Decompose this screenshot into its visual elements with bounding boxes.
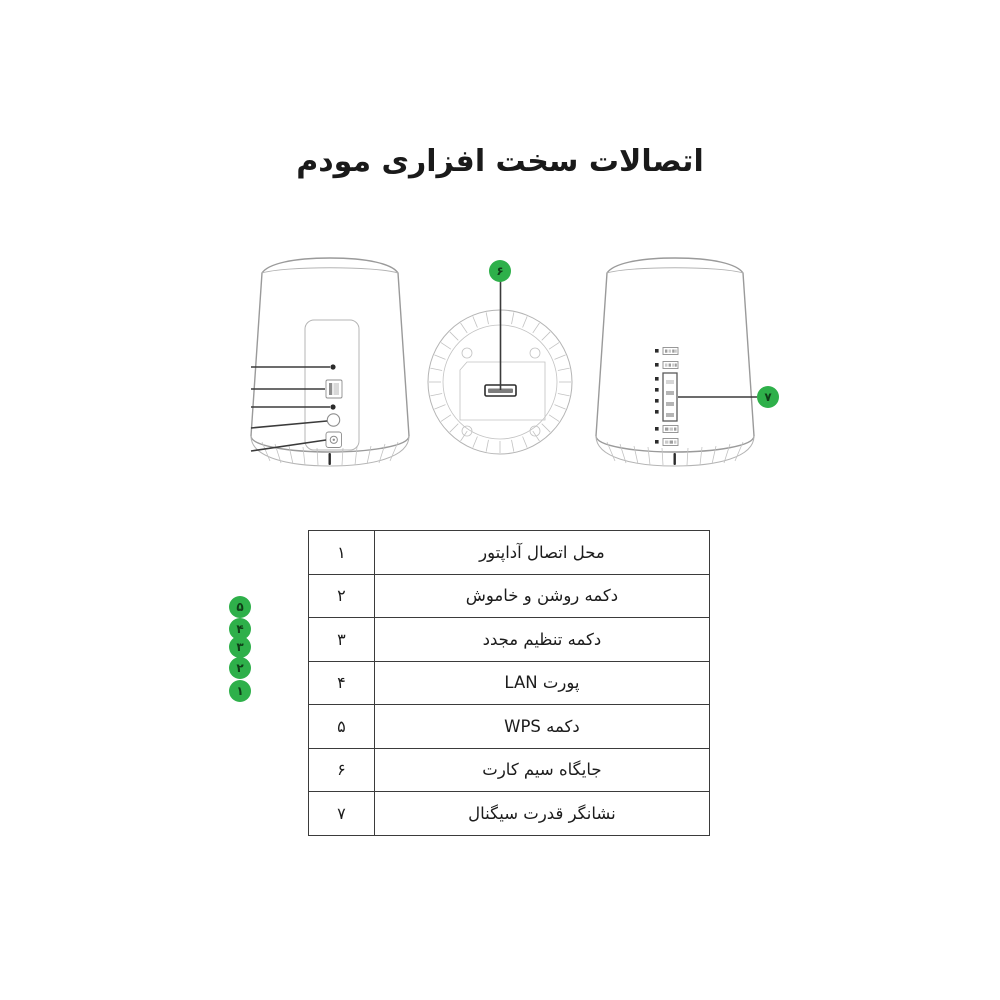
lan-port [326, 380, 342, 398]
row-number: ۴ [309, 661, 375, 705]
base-view-device [428, 271, 572, 454]
row-number: ۲ [309, 574, 375, 618]
row-description: نشانگر قدرت سیگنال [374, 792, 709, 836]
row-number: ۳ [309, 618, 375, 662]
table-row [309, 792, 710, 836]
legend-table [308, 530, 710, 836]
callout-badge-4[interactable]: ۴ [229, 618, 251, 640]
reset-button [330, 404, 335, 409]
table-row [309, 705, 710, 749]
row-description: دکمه تنظیم مجدد [374, 618, 709, 662]
front-view-device [596, 258, 757, 466]
callout-badge-7[interactable]: ۷ [757, 386, 779, 408]
wps-button [330, 364, 335, 369]
callout-badge-5[interactable]: ۵ [229, 596, 251, 618]
row-number: ۶ [309, 748, 375, 792]
row-number: ۵ [309, 705, 375, 749]
table-row [309, 748, 710, 792]
row-number: ۷ [309, 792, 375, 836]
callout-badge-1[interactable]: ۱ [229, 680, 251, 702]
row-number: ۱ [309, 531, 375, 575]
row-description: دکمه روشن و خاموش [374, 574, 709, 618]
adapter-jack [326, 432, 342, 448]
table-row [309, 574, 710, 618]
table-row [309, 661, 710, 705]
rear-view-device [251, 258, 409, 466]
table-row [309, 531, 710, 575]
table-row [309, 618, 710, 662]
row-description: جایگاه سیم کارت [374, 748, 709, 792]
callout-badge-3[interactable]: ۳ [229, 636, 251, 658]
callout-badge-6[interactable]: ۶ [489, 260, 511, 282]
row-description: محل اتصال آداپتور [374, 531, 709, 575]
page-title: اتصالات سخت افزاری مودم [296, 144, 704, 179]
row-description: دکمه WPS [374, 705, 709, 749]
power-button [327, 414, 339, 426]
callout-badge-2[interactable]: ۲ [229, 657, 251, 679]
row-description: پورت LAN [374, 661, 709, 705]
